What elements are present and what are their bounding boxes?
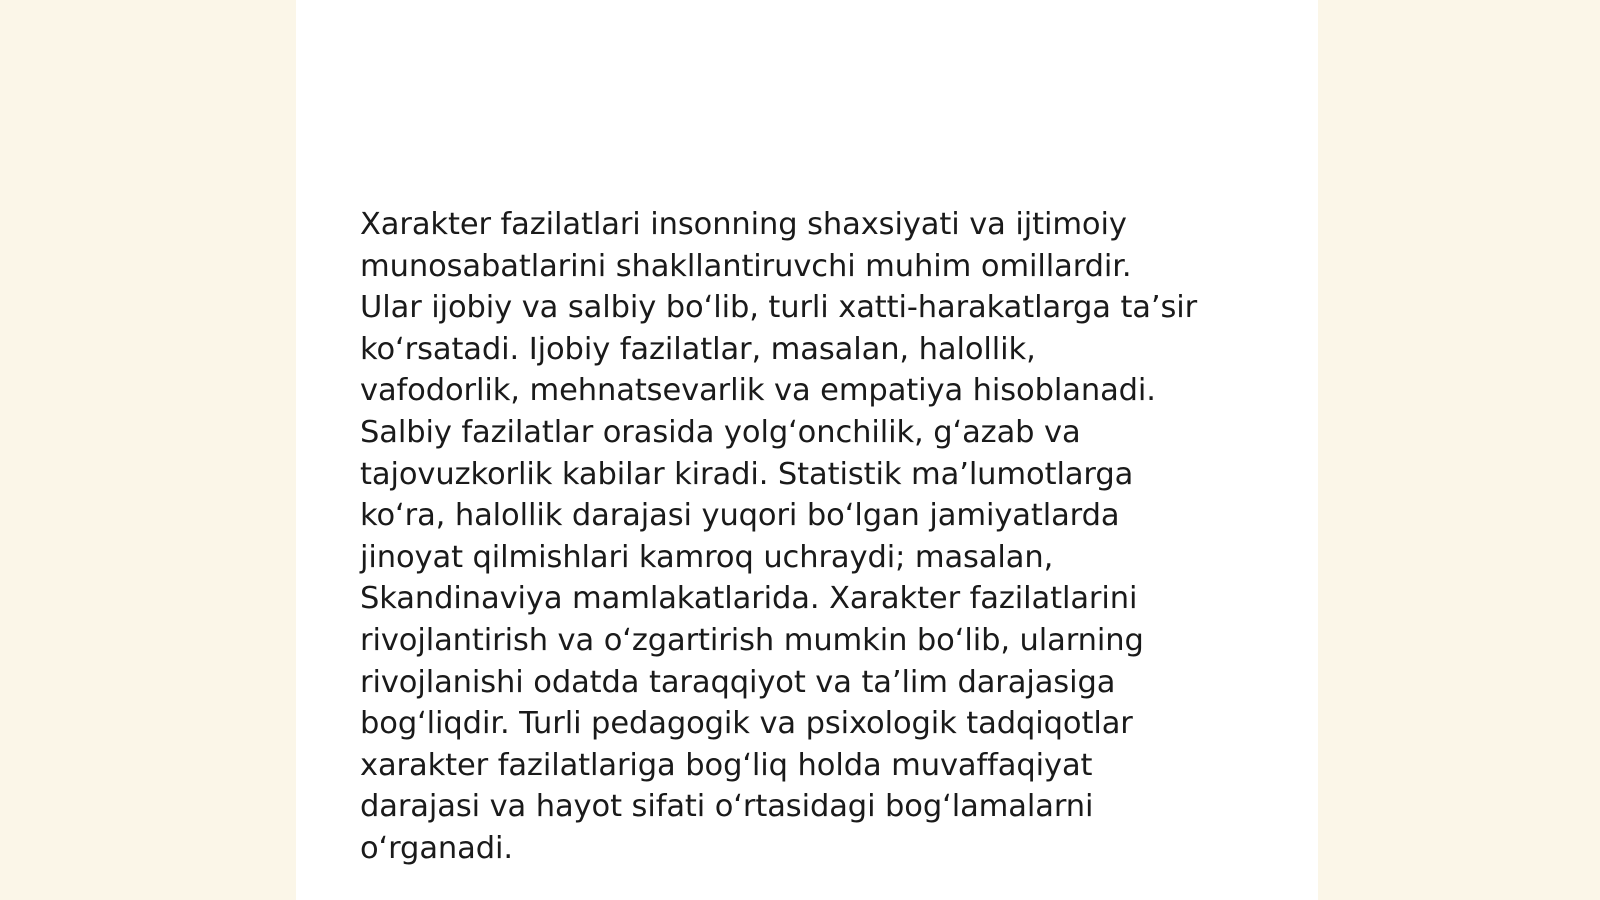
- left-margin-background: [0, 0, 296, 900]
- document-page: [296, 0, 1318, 900]
- body-paragraph: Xarakter fazilatlari insonning shaxsiyati va ijtimoiy munosabatlarini shakllantiruvchi muhim omillardir. Ular ijobiy va salbiy boʻlib, turli xatti-harakatlarga taʼsir koʻrsatadi. Ijobiy fazilatlar, masalan, halollik, vafodorlik, mehnatsevarlik va empatiya hisoblanadi. Salbiy fazilatlar orasida yolgʻonchilik, gʻazab va tajovuzkorlik kabilar kiradi. Statistik maʼlumotlarga koʻra, halollik darajasi yuqori boʻlgan jamiyatlarda jinoyat qilmishlari kamroq uchraydi; masalan, Skandinaviya mamlakatlarida. Xarakter fazilatlarini rivojlantirish va oʻzgartirish mumkin boʻlib, ularning rivojlanishi odatda taraqqiyot va taʼlim darajasiga bogʻliqdir. Turli pedagogik va psixologik tadqiqotlar xarakter fazilatlariga bogʻliq holda muvaffaqiyat darajasi va hayot sifati oʻrtasidagi bogʻlamalarni oʻrganadi.: [360, 207, 1198, 866]
- right-margin-background: [1318, 0, 1600, 900]
